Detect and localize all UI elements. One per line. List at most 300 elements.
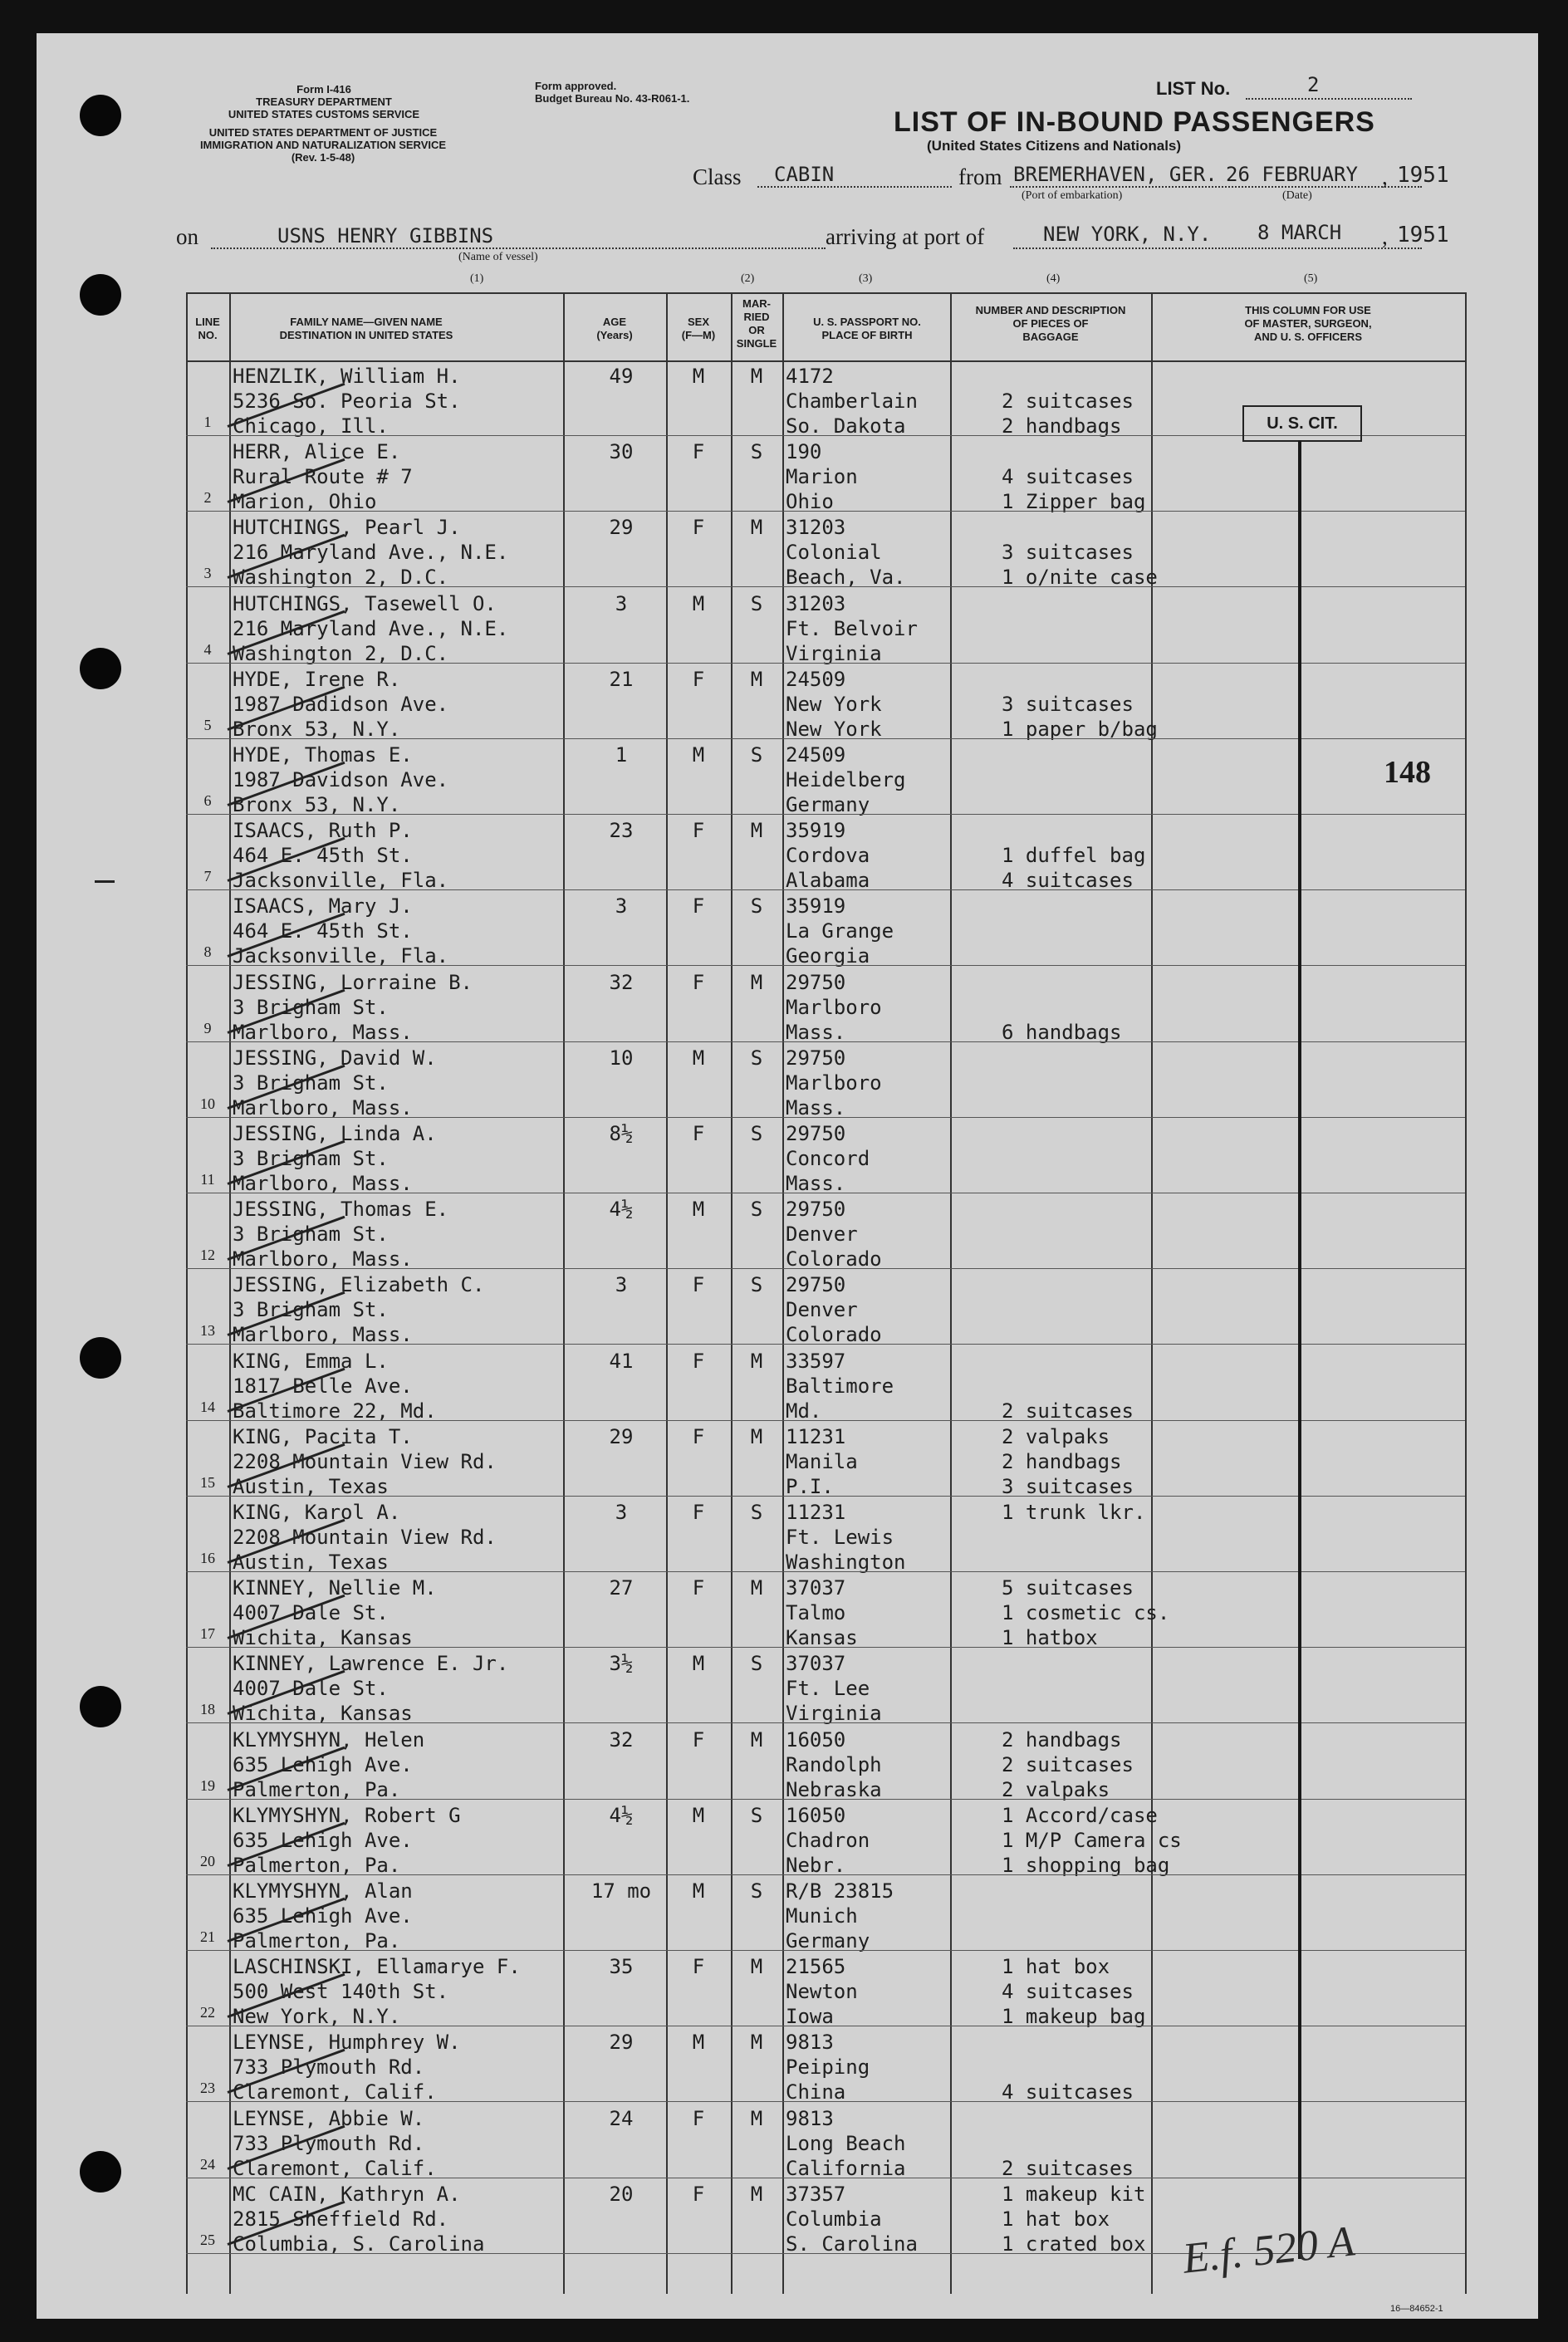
destination-line: 464 E. 45th St. <box>233 844 413 868</box>
marital-status: S <box>750 743 763 767</box>
place-of-birth: Virginia <box>786 641 882 665</box>
marital-status: M <box>750 2031 763 2055</box>
marital-status: M <box>750 667 763 691</box>
destination-line: Palmerton, Pa. <box>233 1929 401 1952</box>
place-of-birth: Nebraska <box>786 1777 882 1801</box>
table-row <box>186 1347 1465 1423</box>
manifest-page: Form I-416 TREASURY DEPARTMENT UNITED STATES CUSTOMS SERVICE UNITED STATES DEPARTMENT OF JUSTICE IMMIGRATION AND NATURALIZATION SERVICE (Rev. 1-5-48) Form approved. Budget Bureau No. 43-R061-1. LIST No. 2 LIST OF IN-BOUND PASSENGERS (United States Citizens and Nationals) Class CABIN from BREMERHAVEN, GER. 26 FEBRUARY , 1951 (Port of embarkation) (Date) on USNS HENRY GIBBINS (Name of vessel) arriving at port of NEW YORK, N.Y. 8 MARCH , 1951 (1) (2) (3) (4) (5) LINE NO. FAMILY NAME—GIVEN NAME DESTINATION IN UNITED STATES AGE (Years) SEX (F—M) MAR- RIED OR SINGLE U. S. PASSPORT NO. PLACE OF BIRTH NUMBER AND DESCRIPTION OF PIECES OF BAGGAGE THIS COLUMN FOR USE OF MASTER, SURGEON, AND U. S. OFFICERS 1 HENZLIK, William H. 5236 So. Peoria St. Chicago, Ill. 49 M M 4172 Chamberlain So. Dakota 2 suitcases 2 handbags 2 HERR, Alice E. Rural Route # 7 Marion, Ohio 30 F S 190 Marion Ohio 4 suitcases 1 Zipper bag 3 HUTCHINGS, Pearl J. 216 Maryland Ave., N.E. Washington 2, D.C. 29 F M 31203 Colonial Beach, Va. 3 suitcases 1 o/nite case 4 HUTCHINGS, Tasewell O. 216 Maryland Ave., N.E. Washington 2, D.C. 3 M S 31203 Ft. Belvoir Virginia 5 HYDE, Irene R. 1987 Dadidson Ave. Bronx 53, N.Y. 21 F M 24509 New York New York 3 suitcases 1 paper b/bag 6 HYDE, Thomas E. 1987 Davidson Ave. Bronx 53, N.Y. 1 M S 24509 Heidelberg Germany 7 ISAACS, Ruth P. 464 E. 45th St. Jacksonville, Fla. 23 F M 35919 Cordova Alabama 1 duffel bag 4 suitcases 8 ISAACS, Mary J. 464 E. 45th St. Jacksonville, Fla. 3 F S 35919 La Grange Georgia 9 JESSING, Lorraine B. 3 Brigham St. Marlboro, Mass. 32 F M 29750 Marlboro Mass. 6 handbags 10 JESSING, David W. 3 Brigham St. Marlboro, Mass. 10 M S 29750 Marlboro Mass. 11 JESSING, Linda A. 3 Brigham St. Marlboro, Mass. 8½ F S 29750 Concord Mass. 12 JESSING, Thomas E. 3 Brigham St. Marlboro, Mass. 4½ M S 29750 Denver Colorado 13 JESSING, Elizabeth C. 3 Brigham St. Marlboro, Mass. 3 F S 29750 Denver Colorado 14 KING, Emma L. 1817 Belle Ave. Baltimore 22, Md. 41 F M 33597 Baltimore Md. 2 suitcases 15 KING, Pacita T. 2208 Mountain View Rd. Austin, Texas 29 F M 11231 Manila P.I. 2 valpaks 2 handbags 3 suitcases 16 KING, Karol A. 2208 Mountain View Rd. Austin, Texas 3 F S 11231 Ft. Lewis Washington 1 trunk lkr. 17 KINNEY, Nellie M. 4007 Dale St. Wichita, Kansas 27 F M 37037 Talmo Kansas 5 suitcases 1 cosmetic cs. 1 hatbox 18 KINNEY, Lawrence E. Jr. 4007 Dale St. Wichita, Kansas 3½ M S 37037 Ft. Lee Virginia 19 KLYMYSHYN, Helen 635 Lehigh Ave. Palmerton, Pa. 32 F M 16050 Randolph Nebraska 2 handbags 2 suitcases 2 valpaks 20 KLYMYSHYN, Robert G 635 Lehigh Ave. Palmerton, Pa. 4½ M S 16050 Chadron Nebr. 1 Accord/case 1 M/P Camera cs 1 shopping bag 21 KLYMYSHYN, Alan 635 Lehigh Ave. Palmerton, Pa. 17 mo M S R/B 23815 Munich Germany 22 LASCHINSKI, Ellamarye F. 500 West 140th St. New York, N.Y. 35 F M 21565 Newton Iowa 1 hat box 4 suitcases 1 makeup bag 23 LEYNSE, Humphrey W. 733 Plymouth Rd. Claremont, Calif. 29 M M 9813 Peiping China 4 suitcases 24 LEYNSE, Abbie W. 733 Plymouth Rd. Claremont, Calif. 24 F M 9813 Long Beach California 2 suitcases 25 MC CAIN, Kathryn A. 2815 Sheffield Rd. Columbia, S. Carolina 20 F M 37357 Columbia S. Carolina 1 makeup kit 1 hat box 1 crated box U. S. CIT. 148 E.f. 520 A 16—84652-1 <box>37 33 1538 2319</box>
passport-number: 190 <box>786 440 822 464</box>
passport-number: 31203 <box>786 516 846 540</box>
passenger-age: 41 <box>609 1349 634 1373</box>
budget-bureau: Budget Bureau No. 43-R061-1. <box>535 92 690 105</box>
passport-number: 29750 <box>786 1198 846 1222</box>
passport-number: 29750 <box>786 1046 846 1070</box>
table-row <box>186 1801 1465 1877</box>
destination-line: 4007 Dale St. <box>233 1677 389 1701</box>
column-number: (4) <box>1046 272 1061 285</box>
destination-line: Claremont, Calif. <box>233 2080 437 2104</box>
destination-line: 733 Plymouth Rd. <box>233 2131 425 2155</box>
marital-status: S <box>750 1879 763 1903</box>
table-row <box>186 1877 1465 1952</box>
binder-hole <box>80 2151 121 2193</box>
destination-line: Marlboro, Mass. <box>233 1020 413 1044</box>
passport-number: 16050 <box>786 1727 846 1752</box>
baggage-description: 1 makeup kit <box>1002 2182 1146 2206</box>
binder-hole <box>80 95 121 136</box>
table-row <box>186 1952 1465 2028</box>
header-officers: THIS COLUMN FOR USE OF MASTER, SURGEON, AND U. S. OFFICERS <box>1244 304 1372 343</box>
row-divider <box>186 738 1465 739</box>
line-number: 7 <box>203 868 212 885</box>
place-of-birth: Ft. Lee <box>786 1677 870 1701</box>
destination-line: 2815 Sheffield Rd. <box>233 2207 449 2231</box>
passenger-age: 49 <box>609 365 634 388</box>
line-number: 8 <box>203 943 212 961</box>
line-number: 9 <box>203 1019 212 1036</box>
embarkation-date: 26 FEBRUARY <box>1226 163 1358 186</box>
passenger-sex: F <box>692 1349 705 1373</box>
baggage-description: 2 handbags <box>1002 414 1122 438</box>
destination-line: Wichita, Kansas <box>233 1702 413 1726</box>
place-of-birth: China <box>786 2080 846 2104</box>
row-divider <box>186 1344 1465 1345</box>
passenger-sex: F <box>692 1955 705 1979</box>
table-row <box>186 1044 1465 1120</box>
line-number: 2 <box>203 489 212 507</box>
table-row <box>186 892 1465 968</box>
justice-department: UNITED STATES DEPARTMENT OF JUSTICE <box>208 126 438 139</box>
passenger-name: LASCHINSKI, Ellamarye F. <box>233 1955 521 1979</box>
baggage-description: 5 suitcases <box>1002 1576 1134 1600</box>
place-of-birth: Mass. <box>786 1020 846 1044</box>
place-of-birth: Marlboro <box>786 995 882 1019</box>
passenger-age: 3 <box>615 1501 628 1524</box>
place-of-birth: Chamberlain <box>786 390 918 413</box>
place-of-birth: Ohio <box>786 490 834 514</box>
destination-line: Jacksonville, Fla. <box>233 869 449 893</box>
place-of-birth: Georgia <box>786 944 870 968</box>
revision-date: (Rev. 1-5-48) <box>291 151 355 164</box>
marital-status: M <box>750 819 763 843</box>
passenger-name: JESSING, Lorraine B. <box>233 970 473 994</box>
passenger-age: 3 <box>615 1273 628 1297</box>
passenger-name: KLYMYSHYN, Helen <box>233 1727 425 1752</box>
destination-line: Washington 2, D.C. <box>233 641 449 665</box>
baggage-description: 3 suitcases <box>1002 1474 1134 1498</box>
baggage-description: 1 cosmetic cs. <box>1002 1601 1170 1625</box>
place-of-birth: Randolph <box>786 1752 882 1776</box>
destination-line: Austin, Texas <box>233 1474 389 1498</box>
passport-number: 11231 <box>786 1424 846 1448</box>
row-divider <box>186 1117 1465 1118</box>
arrival-year: 1951 <box>1397 223 1449 247</box>
passenger-age: 4½ <box>609 1198 634 1222</box>
destination-line: Marlboro, Mass. <box>233 1172 413 1195</box>
binder-hole <box>80 274 121 316</box>
row-divider <box>186 1874 1465 1875</box>
table-row <box>186 513 1465 589</box>
place-of-birth: Iowa <box>786 2005 834 2029</box>
line-number: 15 <box>200 1473 215 1491</box>
line-number: 17 <box>200 1625 215 1643</box>
passenger-name: JESSING, Thomas E. <box>233 1198 449 1222</box>
marital-status: M <box>750 970 763 994</box>
passenger-age: 3 <box>615 894 628 919</box>
destination-line: 1817 Belle Ave. <box>233 1374 413 1398</box>
passenger-age: 8½ <box>609 1122 634 1145</box>
destination-line: 3 Brigham St. <box>233 1071 389 1095</box>
destination-line: 2208 Mountain View Rd. <box>233 1449 497 1473</box>
place-of-birth: Mass. <box>786 1172 846 1195</box>
passenger-sex: F <box>692 1273 705 1297</box>
passenger-name: HYDE, Irene R. <box>233 667 401 691</box>
passenger-age: 29 <box>609 1424 634 1448</box>
officer-signature: E.f. 520 A <box>1180 2217 1357 2283</box>
passenger-sex: F <box>692 1122 705 1145</box>
marital-status: S <box>750 1198 763 1222</box>
class-label: Class <box>693 164 742 189</box>
baggage-description: 4 suitcases <box>1002 2080 1134 2104</box>
marital-status: S <box>750 1803 763 1827</box>
baggage-description: 2 handbags <box>1002 1449 1122 1473</box>
line-number: 11 <box>200 1171 215 1188</box>
destination-line: 5236 So. Peoria St. <box>233 390 461 413</box>
passenger-name: KING, Emma L. <box>233 1349 389 1373</box>
destination-line: 2208 Mountain View Rd. <box>233 1526 497 1549</box>
immigration-service: IMMIGRATION AND NATURALIZATION SERVICE <box>199 139 447 151</box>
destination-line: Wichita, Kansas <box>233 1626 413 1650</box>
passenger-age: 35 <box>609 1955 634 1979</box>
table-row <box>186 665 1465 741</box>
embarkation-year: 1951 <box>1397 163 1449 188</box>
passenger-sex: F <box>692 516 705 540</box>
destination-line: 3 Brigham St. <box>233 1222 389 1247</box>
place-of-birth: Denver <box>786 1222 858 1247</box>
baggage-description: 1 hat box <box>1002 1955 1110 1979</box>
passport-number: 31203 <box>786 591 846 615</box>
place-of-birth: California <box>786 2156 906 2180</box>
destination-line: Marlboro, Mass. <box>233 1095 413 1120</box>
passenger-name: JESSING, Linda A. <box>233 1122 437 1145</box>
destination-line: 4007 Dale St. <box>233 1601 389 1625</box>
arrival-date: 8 MARCH <box>1257 221 1342 244</box>
list-no-value: 2 <box>1307 73 1320 96</box>
destination-line: 216 Maryland Ave., N.E. <box>233 541 509 565</box>
row-divider <box>186 1950 1465 1951</box>
baggage-description: 1 trunk lkr. <box>1002 1501 1146 1524</box>
header-age: AGE (Years) <box>596 316 633 341</box>
marital-status: S <box>750 1122 763 1145</box>
citizen-bracket-line <box>1298 440 1301 2259</box>
row-divider <box>186 1571 1465 1572</box>
baggage-description: 1 hatbox <box>1002 1626 1098 1650</box>
destination-line: 635 Lehigh Ave. <box>233 1904 413 1928</box>
table-row <box>186 1726 1465 1801</box>
destination-line: 464 E. 45th St. <box>233 919 413 943</box>
place-of-birth: Chadron <box>786 1828 870 1852</box>
passenger-name: KINNEY, Lawrence E. Jr. <box>233 1652 509 1676</box>
baggage-description: 2 suitcases <box>1002 2156 1134 2180</box>
passport-number: 16050 <box>786 1803 846 1827</box>
marital-status: M <box>750 2106 763 2130</box>
binder-hole <box>80 1686 121 1727</box>
passenger-sex: F <box>692 894 705 919</box>
table-row <box>186 741 1465 816</box>
passenger-age: 32 <box>609 1727 634 1752</box>
header-sex: SEX (F—M) <box>681 316 716 341</box>
passenger-name: KING, Pacita T. <box>233 1424 413 1448</box>
port-of-embarkation: BREMERHAVEN, GER. <box>1013 163 1218 186</box>
vessel-caption: (Name of vessel) <box>458 251 538 263</box>
passenger-sex: M <box>692 1803 705 1827</box>
from-label: from <box>958 164 1002 189</box>
passenger-name: ISAACS, Ruth P. <box>233 819 413 843</box>
passenger-age: 23 <box>609 819 634 843</box>
place-of-birth: Manila <box>786 1449 858 1473</box>
line-number: 21 <box>200 1928 215 1945</box>
arrival-port: NEW YORK, N.Y. <box>1043 223 1212 246</box>
baggage-description: 4 suitcases <box>1002 465 1134 489</box>
place-of-birth: New York <box>786 692 882 716</box>
table-row <box>186 1498 1465 1574</box>
baggage-description: 2 suitcases <box>1002 390 1134 413</box>
destination-line: Baltimore 22, Md. <box>233 1399 437 1423</box>
row-divider <box>186 586 1465 587</box>
baggage-description: 3 suitcases <box>1002 541 1134 565</box>
table-row <box>186 2104 1465 2180</box>
line-number: 6 <box>203 792 212 809</box>
treasury-department: TREASURY DEPARTMENT <box>256 96 392 108</box>
on-label: on <box>176 224 198 249</box>
passenger-age: 3½ <box>609 1652 634 1676</box>
place-of-birth: Mass. <box>786 1095 846 1120</box>
page-subtitle: (United States Citizens and Nationals) <box>927 138 1182 154</box>
place-of-birth: Columbia <box>786 2207 882 2231</box>
class-value: CABIN <box>774 163 835 186</box>
place-of-birth: Colorado <box>786 1323 882 1347</box>
line-number: 18 <box>200 1701 215 1718</box>
passenger-age: 27 <box>609 1576 634 1600</box>
place-of-birth: P.I. <box>786 1474 834 1498</box>
place-of-birth: La Grange <box>786 919 894 943</box>
row-divider <box>186 814 1465 815</box>
baggage-description: 1 M/P Camera cs <box>1002 1828 1182 1852</box>
marital-status: S <box>750 1501 763 1524</box>
baggage-description: 1 Accord/case <box>1002 1803 1158 1827</box>
form-approved: Form approved. <box>535 80 617 92</box>
margin-mark <box>95 880 115 883</box>
passport-number: 24509 <box>786 743 846 767</box>
baggage-description: 1 paper b/bag <box>1002 717 1158 741</box>
row-divider <box>186 1496 1465 1497</box>
passport-number: 11231 <box>786 1501 846 1524</box>
destination-line: 635 Lehigh Ave. <box>233 1752 413 1776</box>
passport-number: 9813 <box>786 2106 834 2130</box>
arriving-label: arriving at port of <box>826 224 985 249</box>
baggage-description: 3 suitcases <box>1002 692 1134 716</box>
approval-block <box>535 80 784 105</box>
place-of-birth: Beach, Va. <box>786 566 906 590</box>
place-of-birth: Newton <box>786 1980 858 2004</box>
destination-line: Jacksonville, Fla. <box>233 944 449 968</box>
baggage-description: 2 valpaks <box>1002 1777 1110 1801</box>
header-line-no: LINE NO. <box>195 316 220 341</box>
destination-line: Marion, Ohio <box>233 490 377 514</box>
baggage-description: 1 makeup bag <box>1002 2005 1146 2029</box>
table-row <box>186 1120 1465 1195</box>
baggage-description: 1 duffel bag <box>1002 844 1146 868</box>
place-of-birth: Virginia <box>786 1702 882 1726</box>
row-divider <box>186 1722 1465 1723</box>
place-of-birth: Colorado <box>786 1247 882 1271</box>
destination-line: Marlboro, Mass. <box>233 1247 413 1271</box>
passenger-name: HENZLIK, William H. <box>233 365 461 388</box>
marital-status: S <box>750 440 763 464</box>
header-married: MAR- RIED OR SINGLE <box>736 297 777 350</box>
column-number: (3) <box>859 272 873 285</box>
header-baggage: NUMBER AND DESCRIPTION OF PIECES OF BAGGAGE <box>975 304 1126 343</box>
header-name: FAMILY NAME—GIVEN NAME DESTINATION IN UNITED STATES <box>279 316 453 341</box>
table-top-rule <box>186 292 1465 294</box>
passenger-sex: F <box>692 1424 705 1448</box>
passenger-sex: M <box>692 1046 705 1070</box>
destination-line: 500 West 140th St. <box>233 1980 449 2004</box>
agency-block <box>191 83 457 120</box>
passenger-sex: F <box>692 1576 705 1600</box>
row-divider <box>186 1799 1465 1800</box>
marital-status: S <box>750 1273 763 1297</box>
passport-number: 37037 <box>786 1652 846 1676</box>
table-row <box>186 816 1465 892</box>
passport-number: 29750 <box>786 1122 846 1145</box>
column-number: (5) <box>1304 272 1318 285</box>
passenger-name: HUTCHINGS, Pearl J. <box>233 516 461 540</box>
row-divider <box>186 889 1465 890</box>
header-passport: U. S. PASSPORT NO. PLACE OF BIRTH <box>813 316 921 341</box>
destination-line: 733 Plymouth Rd. <box>233 2055 425 2080</box>
marital-status: M <box>750 516 763 540</box>
row-divider <box>186 2101 1465 2102</box>
marital-status: M <box>750 2182 763 2206</box>
place-of-birth: Marion <box>786 465 858 489</box>
destination-line: Rural Route # 7 <box>233 465 413 489</box>
row-divider <box>186 1647 1465 1648</box>
customs-service: UNITED STATES CUSTOMS SERVICE <box>228 108 420 120</box>
passenger-sex: M <box>692 743 705 767</box>
line-number: 25 <box>200 2231 215 2248</box>
destination-line: Bronx 53, N.Y. <box>233 793 401 816</box>
baggage-description: 6 handbags <box>1002 1020 1122 1044</box>
place-of-birth: Germany <box>786 793 870 816</box>
passenger-name: LEYNSE, Humphrey W. <box>233 2031 461 2055</box>
passport-number: 37037 <box>786 1576 846 1600</box>
passenger-name: KLYMYSHYN, Robert G <box>233 1803 461 1827</box>
destination-line: 3 Brigham St. <box>233 1147 389 1170</box>
place-of-birth: Kansas <box>786 1626 858 1650</box>
passenger-name: KINNEY, Nellie M. <box>233 1576 437 1600</box>
table-row <box>186 438 1465 513</box>
destination-line: Palmerton, Pa. <box>233 1777 401 1801</box>
destination-line: 1987 Dadidson Ave. <box>233 692 449 716</box>
passenger-age: 29 <box>609 2031 634 2055</box>
baggage-description: 4 suitcases <box>1002 869 1134 893</box>
passenger-age: 21 <box>609 667 634 691</box>
destination-line: Washington 2, D.C. <box>233 566 449 590</box>
place-of-birth: Colonial <box>786 541 882 565</box>
place-of-birth: Talmo <box>786 1601 846 1625</box>
passport-number: 24509 <box>786 667 846 691</box>
date-caption: (Date) <box>1282 189 1312 202</box>
line-number: 5 <box>203 716 212 733</box>
passport-number: 35919 <box>786 894 846 919</box>
us-citizen-stamp: U. S. CIT. <box>1242 405 1362 442</box>
baggage-description: 1 Zipper bag <box>1002 490 1146 514</box>
passenger-sex: F <box>692 819 705 843</box>
marital-status: M <box>750 1955 763 1979</box>
line-number: 23 <box>200 2080 215 2097</box>
marital-status: M <box>750 1424 763 1448</box>
passenger-sex: M <box>692 1198 705 1222</box>
passport-number: 4172 <box>786 365 834 388</box>
marital-status: S <box>750 1652 763 1676</box>
place-of-birth: Munich <box>786 1904 858 1928</box>
marital-status: M <box>750 365 763 388</box>
marital-status: M <box>750 1576 763 1600</box>
passport-number: 37357 <box>786 2182 846 2206</box>
place-of-birth: Ft. Lewis <box>786 1526 894 1549</box>
column-number: (2) <box>741 272 755 285</box>
row-divider <box>186 511 1465 512</box>
destination-line: Columbia, S. Carolina <box>233 2232 485 2256</box>
marital-status: S <box>750 894 763 919</box>
destination-line: Claremont, Calif. <box>233 2156 437 2180</box>
line-number: 20 <box>200 1852 215 1869</box>
row-divider <box>186 1268 1465 1269</box>
passenger-sex: F <box>692 667 705 691</box>
passenger-sex: F <box>692 1727 705 1752</box>
place-of-birth: Cordova <box>786 844 870 868</box>
place-of-birth: Ft. Belvoir <box>786 616 918 640</box>
passenger-name: JESSING, David W. <box>233 1046 437 1070</box>
destination-line: Bronx 53, N.Y. <box>233 717 401 741</box>
passport-number: 21565 <box>786 1955 846 1979</box>
passenger-sex: F <box>692 1501 705 1524</box>
page-number: 148 <box>1384 755 1431 790</box>
passenger-name: ISAACS, Mary J. <box>233 894 413 919</box>
table-row <box>186 2028 1465 2104</box>
line-number: 24 <box>200 2155 215 2173</box>
port-caption: (Port of embarkation) <box>1022 189 1123 202</box>
table-row <box>186 968 1465 1044</box>
passport-number: R/B 23815 <box>786 1879 894 1903</box>
passenger-age: 24 <box>609 2106 634 2130</box>
binder-hole <box>80 648 121 689</box>
passenger-name: MC CAIN, Kathryn A. <box>233 2182 461 2206</box>
passport-number: 9813 <box>786 2031 834 2055</box>
passenger-sex: F <box>692 970 705 994</box>
destination-line: 3 Brigham St. <box>233 1298 389 1322</box>
passenger-name: HUTCHINGS, Tasewell O. <box>233 591 497 615</box>
place-of-birth: Alabama <box>786 869 870 893</box>
footer-code: 16—84652-1 <box>1390 2304 1443 2314</box>
place-of-birth: Heidelberg <box>786 768 906 791</box>
destination-line: New York, N.Y. <box>233 2005 401 2029</box>
passenger-sex: F <box>692 2182 705 2206</box>
line-number: 3 <box>203 565 212 582</box>
passport-number: 29750 <box>786 1273 846 1297</box>
line-number: 12 <box>200 1247 215 1264</box>
line-number: 14 <box>200 1398 215 1415</box>
